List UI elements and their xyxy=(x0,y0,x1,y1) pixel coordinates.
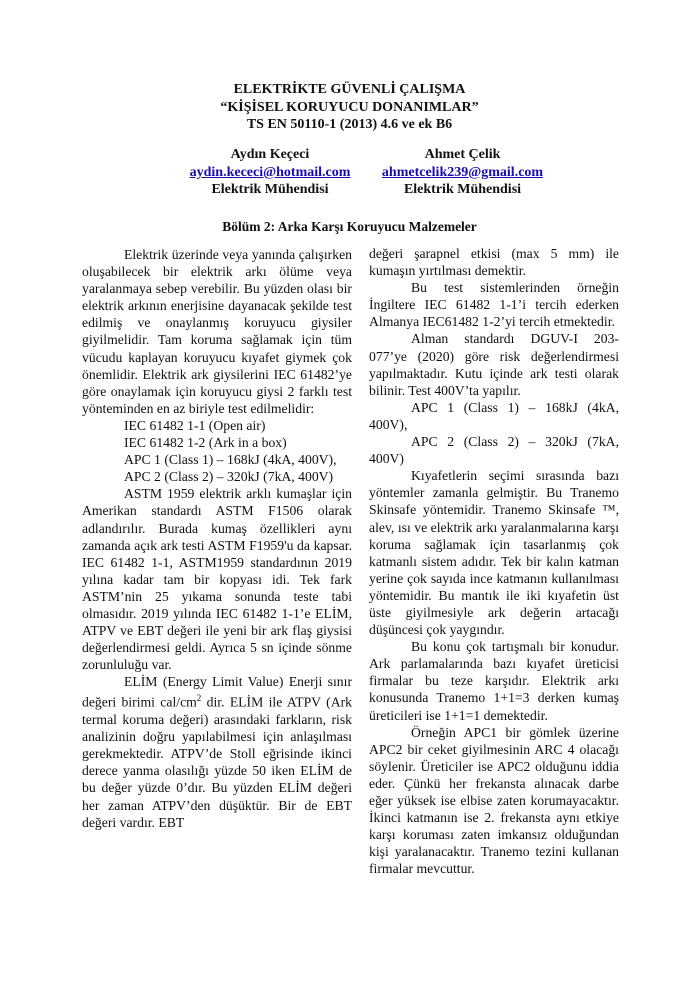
paragraph: Bu test sistemlerinden örneğin İngiltere IEC 61482 1-1’i tercih ederken Almanya IEC61482 1-2’yi tercih etmektedir. xyxy=(369,280,619,330)
list-item: IEC 61482 1-1 (Open air) xyxy=(124,417,266,433)
author-role: Elektrik Mühendisi xyxy=(211,182,329,197)
title-line-3: TS EN 50110-1 (2013) 4.6 ve ek B6 xyxy=(246,117,453,132)
author-role: Elektrik Mühendisi xyxy=(403,182,522,197)
paragraph: Kıyafetlerin seçimi sırasında bazı yöntemler zamanla gelmiştir. Bu Tranemo Skinsafe yöntemidir. Tranemo Skinsafe ™, alev, ısı ve elektrik arkı yaralanmalarına karşı koruma sağlamak için tasarlanmış çok katmanlı sistem adıdır. Tek bir kalın katman yerine çok sayıda ince katmanın kullanılması yöntemidir. Bu mantık ile iki kıyafetin üst üste giyilmesiyle ark değerin artacağı düşüncesi çok yaygındır. xyxy=(369,468,619,638)
author-email-link[interactable]: ahmetcelik239@gmail.com xyxy=(381,164,544,180)
paragraph: değeri şarapnel etkisi (max 5 mm) ile kumaşın yırtılması demektir. xyxy=(369,246,619,279)
paragraph-text: dir. ELİM ile ATPV (Ark termal koruma değeri) arasındaki farkların, risk analizinin doğru yapılabilmesi için anlaşılması gerekmektedir. ATPV’de Stoll eğrisinde ikinci derece yanma olasılığı yüzde 50 iken ELİM de bu değer yüzde 0’dır. Bu yüzden ELİM değeri her zaman ATPV’den düşüktür. Bir de EBT değeri vardır. EBT xyxy=(82,695,352,830)
list-item: APC 1 (Class 1) – 168kJ (4kA, 400V), xyxy=(369,399,619,432)
paragraph-text: ELİM (Energy Limit Value) Enerji sınır değeri birimi cal/cm xyxy=(82,674,352,710)
superscript: 2 xyxy=(196,693,202,704)
author-email-link[interactable]: aydin.kececi@hotmail.com xyxy=(189,164,351,180)
author-block-2 xyxy=(355,146,570,199)
paragraph: Elektrik üzerinde veya yanında çalışırken oluşabilecek bir elektrik arkı ölüme veya yaralanmaya sebep verebilir. Bu yüzden olası bir elektrik arkının enerjisine dayanacak şekilde test edilmiş ve onaylanmış koruyucu giysiler giyilmelidir. Tam koruma sağlamak için tüm vücudu kaplayan koruyucu kıyafet giymek çok önemlidir. Elektrik ark giysilerini IEC 61482’ye göre onaylamak için koruyucu giysi 2 farklı test yönteminden en az biriyle test edilmelidir: xyxy=(82,247,352,416)
author-name: Ahmet Çelik xyxy=(424,147,501,162)
list-item: IEC 61482 1-2 (Ark in a box) xyxy=(124,435,287,451)
section-title: Bölüm 2: Arka Karşı Koruyucu Malzemeler xyxy=(222,219,477,234)
author-name: Aydın Keçeci xyxy=(230,147,310,162)
title-line-2: “KİŞİSEL KORUYUCU DONANIMLAR” xyxy=(220,99,479,115)
paragraph: ASTM 1959 elektrik arklı kumaşlar için Amerikan standardı ASTM F1506 olarak adlandırılır. Burada kumaş özellikleri aynı zamanda açık ark testi ASTM F1959'u da kapsar. IEC 61482 1-1, ASTM1959 standardının 2019 yılına kadar tam bir kopyası idi. Tek fark ASTM’nin 25 yıkama sonunda teste tabi olmasıdır. 2019 yılında IEC 61482 1-1’e ELİM, ATPV ve EBT değeri ile yeni bir ark flaş giysisi değerlendirmesi geldi. Ayrıca 5 sn içinde sönme zorunluluğu var. xyxy=(82,486,352,673)
document-title xyxy=(0,81,699,134)
paragraph: Bu konu çok tartışmalı bir konudur. Ark parlamalarında bazı kıyafet üreticisi firmalar bu teze karşıdır. Elektrik arkı konusunda Tranemo 1+1=3 derken kumaş üreticileri ise 1+1=1 demektedir. xyxy=(369,639,619,723)
list-item: APC 2 (Class 2) – 320kJ (7kA, 400V) xyxy=(369,434,619,467)
left-column xyxy=(82,246,352,831)
title-line-1: ELEKTRİKTE GÜVENLİ ÇALIŞMA xyxy=(233,82,466,97)
list-item: APC 1 (Class 1) – 168kJ (4kA, 400V), xyxy=(124,452,337,468)
paragraph: Alman standardı DGUV-I 203-077’ye (2020) göre risk değerlendirmesi yapılmaktadır. Kutu içinde ark testi olarak bilinir. Test 400V’ta yapılır. xyxy=(369,331,619,398)
paragraph xyxy=(82,673,352,830)
list-item: APC 2 (Class 2) – 320kJ (7kA, 400V) xyxy=(124,469,334,485)
right-column xyxy=(369,245,619,877)
paragraph: Örneğin APC1 bir gömlek üzerine APC2 bir ceket giyilmesinin ARC 4 olacağı söylenir. Üreticiler ise APC2 olduğunu iddia eder. Çünkü her frekansta alınacak darbe eğer yüksek ise elbise zaten korumayacaktır. İkinci katmanın ise 2. frekansta aynı etkiye karşı koruması zaten imkansız olduğundan kişi yaralanacaktır. Tranemo tezini kullanan firmalar mevcuttur. xyxy=(369,724,619,877)
author-block-1 xyxy=(150,146,390,199)
